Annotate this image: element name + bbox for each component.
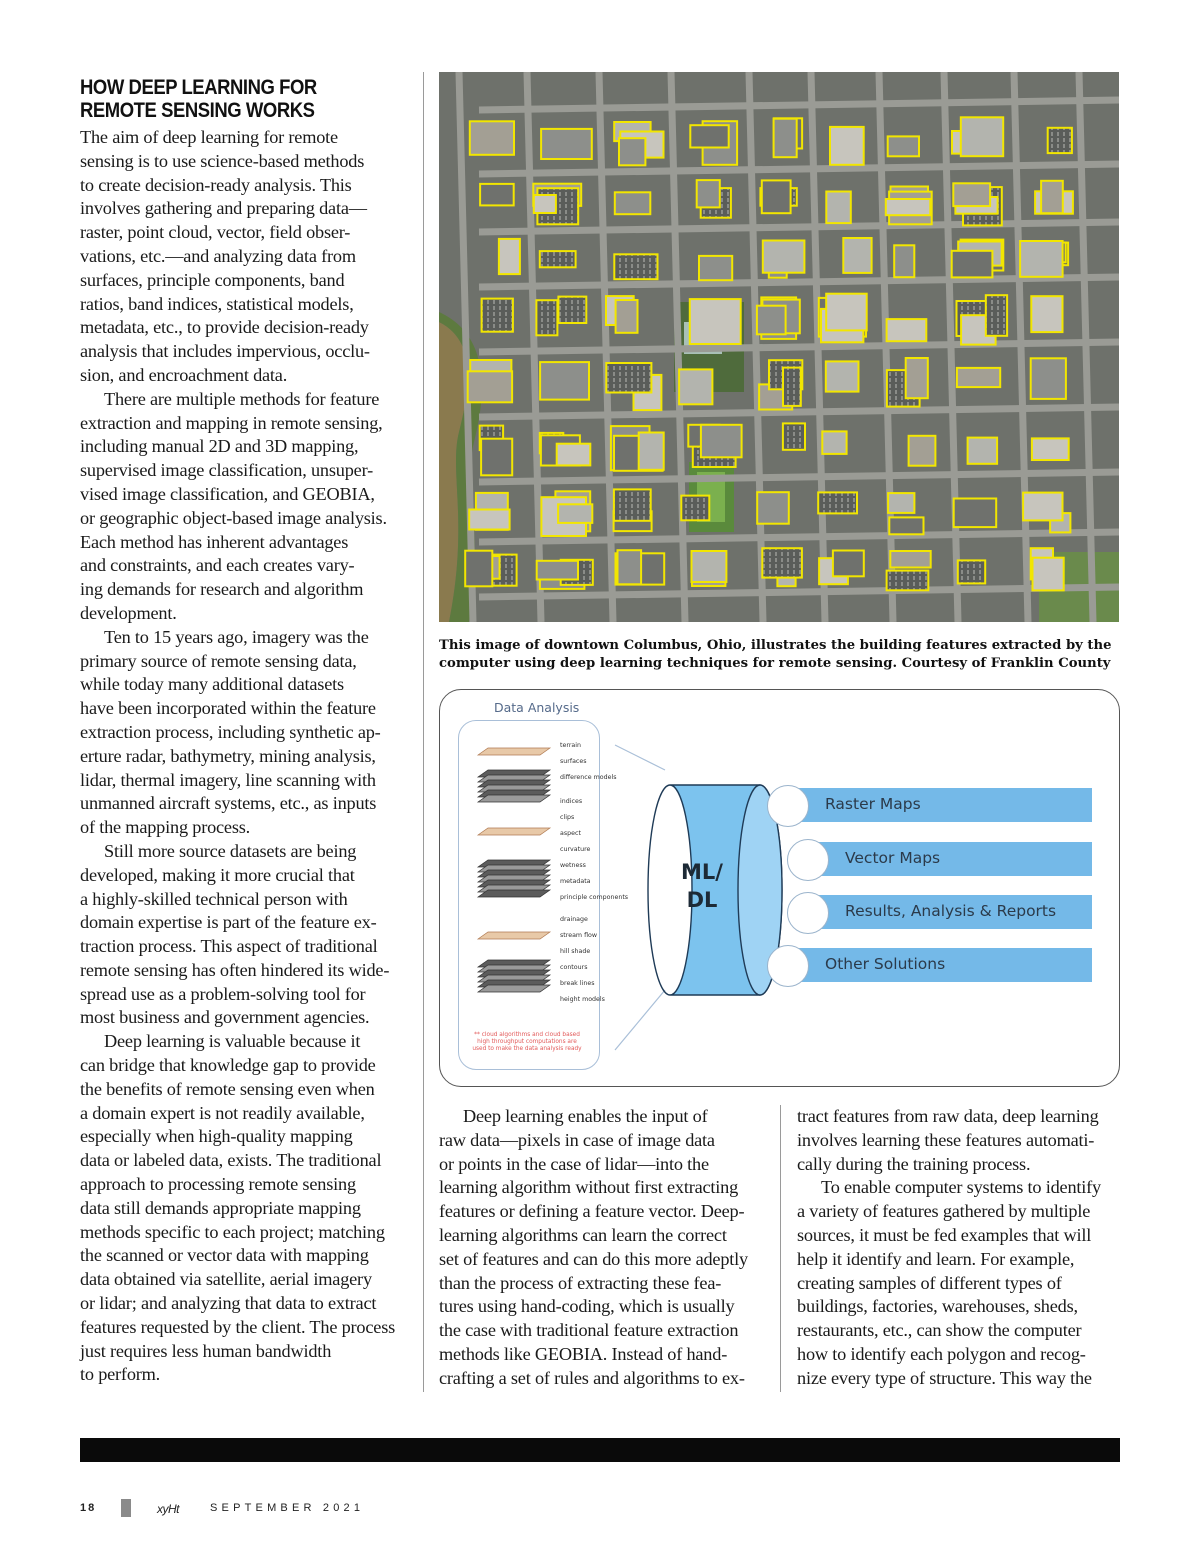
magazine-name: xyHt — [157, 1502, 179, 1516]
text-line: set of features and can do this more adeptly — [439, 1248, 748, 1269]
building-outline — [482, 299, 513, 332]
layer-label: contours — [560, 964, 588, 971]
text-line: or points in the case of lidar—into the — [439, 1153, 709, 1174]
output-label: Raster Maps — [825, 795, 921, 813]
text-line: creating samples of different types of — [797, 1272, 1062, 1293]
text-line: nize every type of structure. This way the — [797, 1367, 1092, 1388]
building-outline — [614, 254, 657, 279]
layer-slab — [478, 985, 550, 992]
right-text-column — [797, 1105, 1127, 1391]
building-outline — [826, 294, 867, 331]
building-outline — [952, 251, 993, 278]
building-outline — [953, 183, 990, 206]
text-line: while today many additional datasets — [80, 674, 344, 695]
text-line: just requires less human bandwidth — [80, 1340, 332, 1361]
ml-dl-label — [672, 858, 732, 914]
note-line: high throughput computations are — [477, 1039, 577, 1045]
building-outline — [833, 551, 864, 577]
text-line: methods specific to each project; matching — [80, 1221, 385, 1242]
layer-label: drainage — [560, 916, 588, 923]
building-outline — [783, 423, 805, 449]
building-outline — [954, 499, 997, 528]
building-outline — [558, 504, 592, 523]
building-outline — [890, 551, 930, 568]
building-outline — [818, 492, 857, 513]
text-line: unmanned aircraft systems, etc., as inputs — [80, 793, 377, 814]
building-outline — [606, 363, 651, 393]
text-line: erture radar, bathymetry, mining analysis, — [80, 745, 376, 766]
text-line: raster, point cloud, vector, field obser- — [80, 222, 351, 243]
text-line: data or labeled data, exists. The traditional — [80, 1150, 382, 1171]
building-outline — [470, 121, 514, 155]
diagram-title: Data Analysis — [494, 700, 580, 715]
text-line: to create decision-ready analysis. This — [80, 174, 352, 195]
layer-label: height models — [560, 996, 605, 1003]
building-outline — [1031, 296, 1062, 332]
note-line: used to make the data analysis ready — [472, 1046, 582, 1052]
text-line: the scanned or vector data with mapping — [80, 1245, 369, 1266]
building-outline — [958, 560, 985, 583]
building-outline — [618, 550, 642, 584]
layer-label: metadata — [560, 878, 591, 885]
building-outline — [541, 129, 592, 159]
text-line: development. — [80, 602, 177, 623]
building-outline — [619, 138, 645, 165]
building-outline — [1031, 358, 1066, 399]
text-line: buildings, factories, warehouses, sheds, — [797, 1296, 1078, 1317]
text-line: spread use as a problem-solving tool for — [80, 983, 366, 1004]
layer-slab — [478, 890, 550, 897]
footer-bar — [80, 1438, 1120, 1462]
core-label-line: DL — [686, 888, 718, 912]
building-outline — [888, 493, 914, 513]
text-line: learning algorithms can learn the correct — [439, 1224, 727, 1245]
text-line: primary source of remote sensing data, — [80, 650, 357, 671]
building-outline — [615, 192, 651, 214]
building-outline — [469, 510, 509, 530]
text-line: learning algorithm without first extracting — [439, 1177, 739, 1198]
text-line: involves gathering and preparing data— — [80, 198, 367, 219]
text-line: Still more source datasets are being — [104, 840, 357, 861]
layer-label: terrain — [560, 742, 582, 749]
text-line: Each method has inherent advantages — [80, 531, 349, 552]
building-outline — [690, 299, 741, 344]
text-line: a variety of features gathered by multiple — [797, 1201, 1091, 1222]
layer-label: principle components — [560, 894, 629, 901]
building-outline — [986, 295, 1007, 336]
text-line: sion, and encroachment data. — [80, 364, 288, 385]
text-line: involves learning these features automati- — [797, 1129, 1095, 1150]
layer-label: hill shade — [560, 948, 591, 955]
layer-label: indices — [560, 798, 583, 805]
output-bullet — [767, 945, 809, 987]
building-outline — [614, 489, 651, 520]
output-label: Vector Maps — [845, 849, 941, 867]
text-line: have been incorporated within the feature — [80, 698, 376, 719]
core-label-line: ML/ — [681, 860, 723, 884]
text-line: sources, it must be fed examples that will — [797, 1224, 1092, 1245]
cloud-note — [462, 1032, 592, 1053]
text-line: supervised image classification, unsuper- — [80, 460, 373, 481]
layer-slab — [478, 748, 550, 755]
text-line: Deep learning enables the input of — [463, 1106, 708, 1126]
building-outline — [826, 192, 851, 224]
building-outline — [906, 358, 928, 398]
caption-line: computer using deep learning techniques for remote sensing. Courtesy of Franklin County — [439, 656, 1111, 671]
text-line: raw data—pixels in case of image data — [439, 1129, 715, 1150]
building-outline — [468, 371, 512, 402]
building-outline — [886, 199, 931, 215]
building-outline — [757, 306, 786, 335]
text-line: the case with traditional feature extraction — [439, 1320, 739, 1341]
output-label: Other Solutions — [825, 955, 946, 973]
building-outline — [690, 125, 728, 147]
text-line: ing demands for research and algorithm — [80, 579, 364, 600]
column-divider — [780, 1105, 781, 1392]
text-line: Ten to 15 years ago, imagery was the — [104, 626, 369, 647]
building-outline — [822, 431, 846, 454]
building-outline — [499, 239, 520, 274]
building-outline — [557, 444, 591, 466]
aerial-map-columbus — [439, 72, 1119, 622]
output-bullet — [787, 839, 829, 881]
note-line: ** cloud algorithms and cloud based — [474, 1032, 580, 1038]
heading-line: REMOTE SENSING WORKS — [80, 99, 315, 122]
building-outline — [465, 551, 492, 587]
text-line: features requested by the client. The process — [80, 1316, 396, 1337]
building-outline — [540, 251, 576, 267]
building-outline — [537, 561, 578, 580]
text-line: metadata, etc., to provide decision-ready — [80, 317, 369, 338]
building-outline — [534, 195, 556, 213]
output-label: Results, Analysis & Reports — [845, 902, 1057, 920]
text-line: can bridge that knowledge gap to provide — [80, 1055, 376, 1076]
text-line: data still demands appropriate mapping — [80, 1197, 361, 1218]
layer-label: break lines — [560, 980, 595, 987]
text-line: surfaces, principle components, band — [80, 269, 345, 290]
output-bullet — [767, 785, 809, 827]
text-line: or lidar; and analyzing that data to extract — [80, 1293, 377, 1314]
text-line: crafting a set of rules and algorithms to ex- — [439, 1367, 745, 1388]
text-line: restaurants, etc., can show the computer — [797, 1320, 1082, 1341]
building-outline — [616, 300, 638, 333]
text-line: sensing is to use science-based methods — [80, 150, 365, 171]
figure-caption — [439, 637, 1119, 673]
building-outline — [697, 180, 720, 207]
text-line: ratios, band indices, statistical models, — [80, 293, 354, 314]
text-line: domain expertise is part of the feature ex- — [80, 912, 377, 933]
layer-label: clips — [560, 814, 575, 821]
text-line: than the process of extracting these fea- — [439, 1272, 722, 1293]
building-outline — [843, 238, 871, 273]
building-outline — [887, 319, 927, 341]
building-outline — [639, 433, 664, 470]
text-line: help it identify and learn. For example, — [797, 1248, 1075, 1269]
text-line: vations, etc.—and analyzing data from — [80, 245, 356, 266]
building-outline — [1020, 241, 1063, 277]
text-line: and constraints, and each creates vary- — [80, 555, 355, 576]
text-line: extraction process, including synthetic ap- — [80, 721, 381, 742]
page-number: 18 — [80, 1502, 97, 1514]
connector-line — [615, 745, 665, 770]
building-outline — [480, 184, 514, 206]
layer-label: wetness — [560, 862, 586, 869]
building-outline — [540, 362, 589, 400]
text-line: features or defining a feature vector. Deep- — [439, 1201, 745, 1222]
text-line: cally during the training process. — [797, 1153, 1031, 1174]
text-line: extraction and mapping in remote sensing, — [80, 412, 383, 433]
text-line: a domain expert is not readily available, — [80, 1102, 365, 1123]
layer-label: difference models — [560, 774, 617, 781]
building-outline — [889, 517, 923, 534]
text-line: to perform. — [80, 1364, 161, 1385]
building-outline — [757, 492, 789, 524]
text-line: a highly-skilled technical person with — [80, 888, 348, 909]
building-outline — [894, 245, 914, 277]
layer-slab — [478, 828, 550, 835]
building-outline — [762, 180, 791, 213]
building-outline — [968, 438, 998, 464]
text-line: especially when high-quality mapping — [80, 1126, 353, 1147]
layer-stack-icons — [478, 748, 550, 992]
output-bullet — [787, 892, 829, 934]
issue-date: SEPTEMBER 2021 — [210, 1502, 365, 1514]
text-line: lidar, thermal imagery, line scanning with — [80, 769, 376, 790]
text-line: including manual 2D and 3D mapping, — [80, 436, 359, 457]
column-divider — [423, 72, 424, 1392]
building-outline — [957, 368, 1000, 387]
building-outline — [783, 368, 801, 406]
layer-label: aspect — [560, 830, 581, 837]
text-line: of the mapping process. — [80, 817, 251, 838]
middle-text-column — [439, 1105, 769, 1391]
building-outline — [536, 300, 557, 335]
layer-label: surfaces — [560, 758, 587, 765]
text-line: how to identify each polygon and recog- — [797, 1343, 1086, 1364]
building-outline — [826, 361, 859, 391]
layer-slab — [478, 932, 550, 939]
text-line: traction process. This aspect of traditional — [80, 936, 378, 957]
data-analysis-diagram — [439, 689, 1120, 1087]
building-outline — [679, 369, 712, 404]
building-outline — [681, 496, 709, 521]
building-outline — [1041, 181, 1063, 213]
building-outline — [774, 119, 797, 158]
building-outline — [481, 439, 512, 476]
text-line: remote sensing has often hindered its wide- — [80, 959, 390, 980]
building-outline — [762, 548, 802, 577]
building-outline — [961, 117, 1003, 156]
text-line: tures using hand-coding, which is usually — [439, 1296, 735, 1317]
text-line: Deep learning is valuable because it — [104, 1031, 361, 1052]
building-outline — [763, 241, 805, 273]
aerial-map-svg — [439, 72, 1119, 622]
connector-line — [615, 990, 665, 1050]
layer-label: curvature — [560, 846, 591, 853]
heading-line: HOW DEEP LEARNING FOR — [80, 76, 317, 99]
text-line: developed, making it more crucial that — [80, 864, 355, 885]
article-heading — [80, 76, 370, 122]
text-line: tract features from raw data, deep learning — [797, 1106, 1099, 1126]
building-outline — [692, 551, 727, 582]
caption-line: This image of downtown Columbus, Ohio, illustrates the building features extracted by the — [439, 638, 1112, 653]
building-outline — [558, 297, 586, 323]
text-line: approach to processing remote sensing — [80, 1174, 356, 1195]
building-outline — [888, 136, 919, 156]
building-outline — [1032, 438, 1069, 460]
text-line: vised image classification, and GEOBIA, — [80, 483, 375, 504]
building-outline — [887, 571, 929, 591]
left-text-column — [80, 126, 415, 1387]
text-line: data obtained via satellite, aerial imagery — [80, 1269, 372, 1290]
layer-slab — [478, 795, 550, 802]
building-outline — [701, 425, 742, 458]
text-line: To enable computer systems to identify — [821, 1177, 1101, 1198]
footer-divider-block — [121, 1499, 131, 1517]
text-line: There are multiple methods for feature — [104, 388, 380, 409]
diagram-svg — [440, 690, 1119, 1086]
building-outline — [909, 436, 936, 466]
building-outline — [1048, 128, 1072, 153]
building-outline — [699, 256, 732, 280]
text-line: or geographic object-based image analysis. — [80, 507, 387, 528]
text-line: The aim of deep learning for remote — [80, 127, 338, 147]
layer-label: stream flow — [560, 932, 598, 939]
building-outline — [1023, 493, 1062, 521]
text-line: most business and government agencies. — [80, 1007, 370, 1028]
building-outline — [1033, 558, 1064, 591]
text-line: methods like GEOBIA. Instead of hand- — [439, 1343, 728, 1364]
text-line: analysis that includes impervious, occlu- — [80, 341, 370, 362]
text-line: the benefits of remote sensing even when — [80, 1078, 375, 1099]
building-outline — [830, 127, 864, 165]
